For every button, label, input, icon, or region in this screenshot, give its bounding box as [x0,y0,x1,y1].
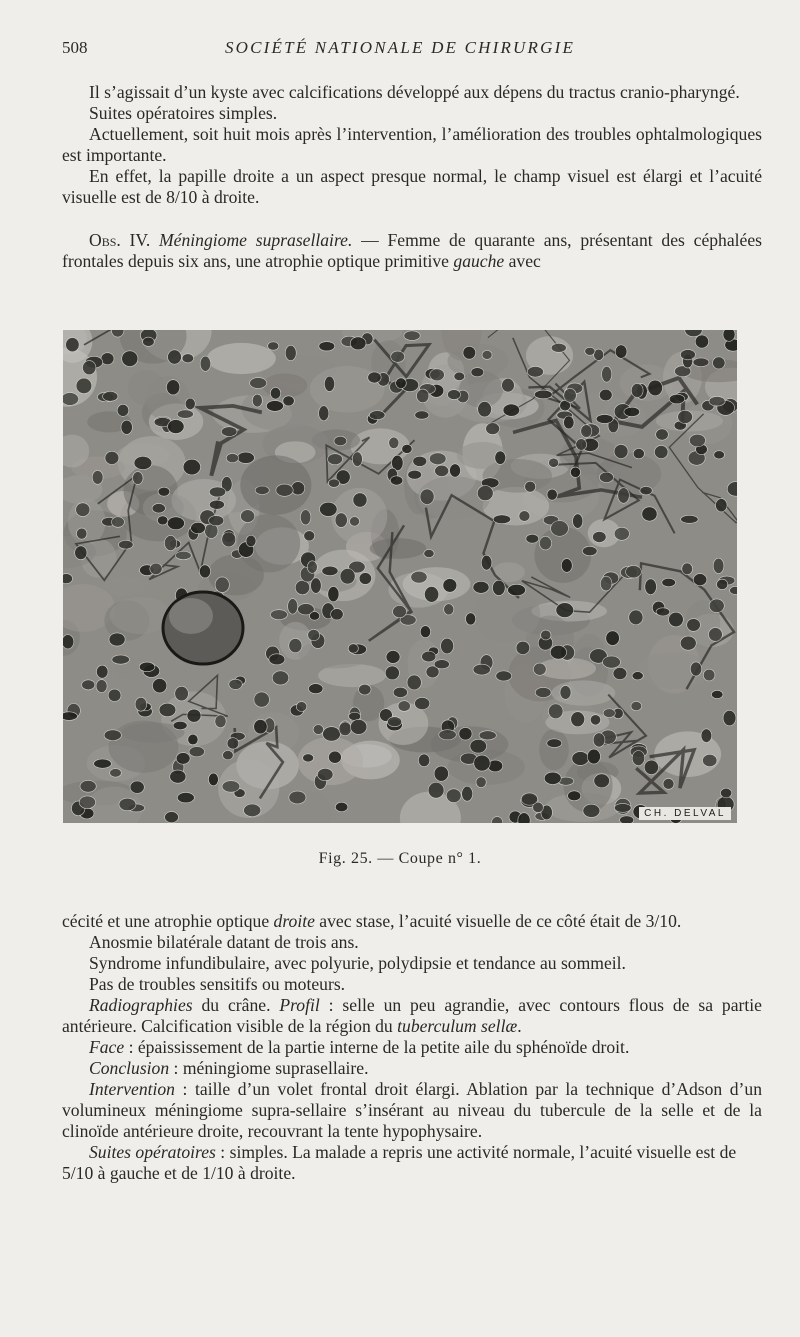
paragraph-anosmie: Anosmie bilatérale datant de trois ans. [89,932,359,952]
radio-text-c: . [517,1016,522,1036]
page-header [62,38,738,62]
paragraph-actuellement: Actuellement, soit huit mois après l’intervention, l’amélioration des troubles ophtalmologiques est importante. [62,124,762,165]
intervention-text: : taille d’un volet frontal droit élargi. Ablation par la technique d’Adson d’un volumineux méningiome supra-sellaire s’insérant au niveau du tubercule de la selle et de la clinoïde antérieure droite, recouvrant la tente hypophysaire. [62,1079,762,1141]
cecite-droite: droite [273,911,315,931]
cecite-text-a: cécité et une atrophie optique [62,911,274,931]
face-text: : épaississement de la partie interne de la petite aile du sphénoïde droit. [124,1037,630,1057]
micrograph-figure [63,330,737,823]
profil-label: Profil [279,995,320,1015]
paragraph-conclusion [62,1058,762,1079]
obs-label: Obs. IV. [89,230,151,250]
paragraph-kyste: Il s’agissait d’un kyste avec calcifications développé aux dépens du tractus cranio-pharyngé. [89,82,740,102]
paragraph-cecite [62,911,762,932]
paragraph-en-effet: En effet, la papille droite a un aspect presque normal, le champ visuel est élargi et l’acuité visuelle est de 8/10 à droite. [62,166,762,207]
cecite-text-b: avec stase, l’acuité visuelle de ce côté était de 3/10. [314,911,682,931]
tuberculum-text: tuberculum sellæ [397,1016,518,1036]
conclusion-text: : méningiome suprasellaire. [169,1058,369,1078]
paragraph-syndrome: Syndrome infundibulaire, avec polyurie, polydipsie et tendance au sommeil. [89,953,626,973]
conclusion-label: Conclusion [89,1058,170,1078]
suites-label: Suites opératoires [89,1142,216,1162]
radio-text-b: : selle un peu agrandie, avec contours flous de sa partie antérieure. Calcification visible de la région du [62,995,762,1036]
paragraph-suites-operatoires [62,1142,762,1184]
bottom-text-block [62,911,762,1184]
page-number: 508 [62,38,88,57]
paragraph-obs-iv [62,230,762,272]
obs-text-a: — Femme de quarante ans, présentant des céphalées frontales depuis six ans, une atrophie optique primitive [62,230,763,271]
figure-caption: Fig. 25. — Coupe n° 1. [318,850,482,867]
paragraph-intervention [62,1079,762,1142]
top-text-block [62,82,762,272]
paragraph-radiographies [62,995,762,1037]
radio-label: Radiographies [89,995,193,1015]
paragraph-face [62,1037,762,1058]
paragraph-troubles: Pas de troubles sensitifs ou moteurs. [89,974,346,994]
obs-text-b: avec [504,251,541,271]
micrograph-image [63,330,737,823]
obs-title: Méningiome suprasellaire. [159,230,353,250]
obs-gauche: gauche [453,251,505,271]
intervention-label: Intervention [89,1079,175,1099]
radio-text-a: du crâne. [192,995,280,1015]
figure-signature: CH. DELVAL [639,807,731,820]
suites-text: : simples. La malade a repris une activité normale, l’acuité visuelle est de 5/10 à gauche et de 1/10 à droite. [62,1142,737,1183]
paragraph-suites: Suites opératoires simples. [89,103,278,123]
running-head: SOCIÉTÉ NATIONALE DE CHIRURGIE [224,38,576,57]
face-label: Face [89,1037,125,1057]
